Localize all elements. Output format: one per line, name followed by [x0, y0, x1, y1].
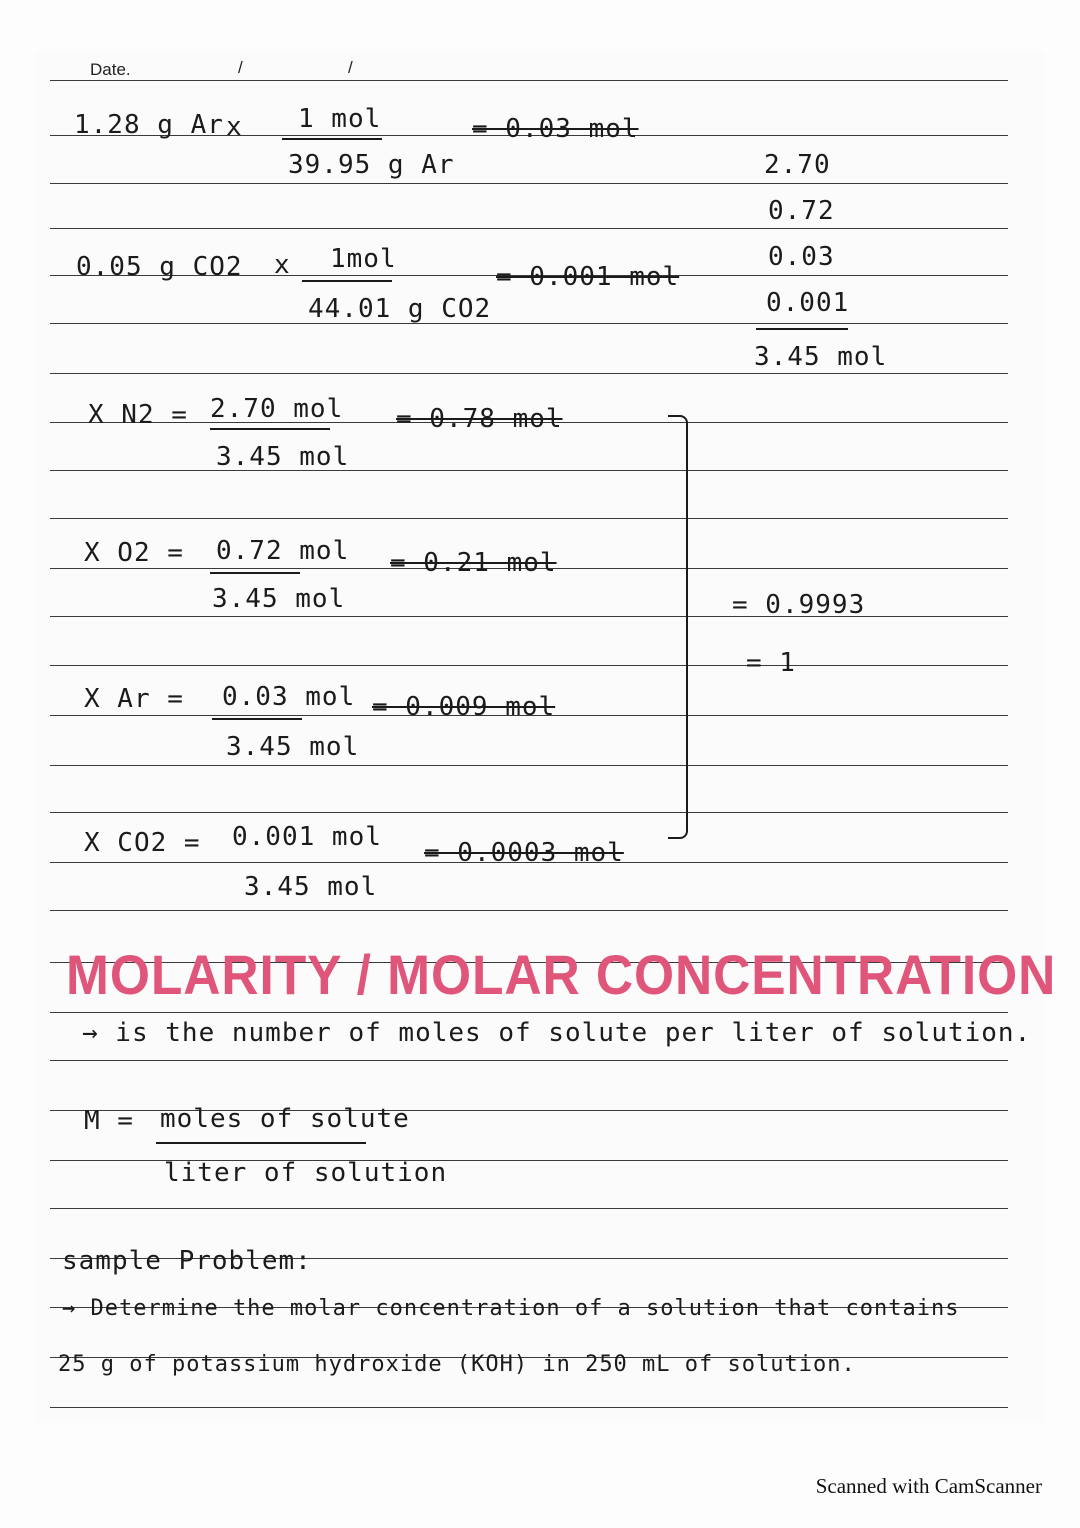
fraction-bar: [156, 1142, 366, 1144]
co2-moles-result: = 0.001 mol: [496, 262, 680, 292]
ruled-line: [50, 183, 1008, 184]
ruled-line: [50, 812, 1008, 813]
sum-value: 0.001: [766, 288, 850, 318]
sample-problem-line: 25 g of potassium hydroxide (KOH) in 250 mL of solution.: [58, 1352, 856, 1377]
ar-factor-den: 39.95 g Ar: [288, 150, 455, 180]
fraction-bar: [212, 718, 302, 720]
fraction-label: X O2 =: [84, 538, 184, 568]
ruled-line: [50, 1208, 1008, 1209]
fraction-denominator: 3.45 mol: [212, 584, 346, 614]
ruled-line: [50, 373, 1008, 374]
fraction-result: = 0.78 mol: [396, 404, 563, 434]
fraction-bar: [210, 428, 330, 430]
fraction-numerator: 0.001 mol: [232, 822, 382, 852]
date-label: Date.: [90, 60, 131, 79]
sum-value: 2.70: [764, 150, 831, 180]
sample-problem-title: sample Problem:: [62, 1246, 312, 1276]
ruled-line: [50, 665, 1008, 666]
sum-bar: [756, 328, 848, 330]
fraction-bar: [302, 280, 392, 282]
ruled-line: [50, 765, 1008, 766]
date-slash: /: [238, 58, 243, 77]
section-heading: MOLARITY / MOLAR CONCENTRATION: [66, 943, 1057, 1006]
ruled-line: [50, 910, 1008, 911]
fraction-result: = 0.0003 mol: [424, 838, 624, 868]
ar-moles-result: = 0.03 mol: [472, 114, 639, 144]
ruled-line: [50, 470, 1008, 471]
fraction-label: X Ar =: [84, 684, 184, 714]
co2-factor-den: 44.01 g CO2: [308, 294, 492, 324]
ruled-line: [50, 1012, 1008, 1013]
sample-problem-line: → Determine the molar concentration of a solution that contains: [62, 1296, 960, 1321]
co2-times: x: [274, 250, 291, 280]
fraction-label: X N2 =: [88, 400, 188, 430]
sum-value: 0.72: [768, 196, 835, 226]
ruled-line: [50, 1060, 1008, 1061]
ruled-line: [50, 80, 1008, 81]
scanner-watermark: Scanned with CamScanner: [815, 1474, 1042, 1498]
mole-fraction-sum: = 0.9993: [732, 590, 866, 620]
formula-numerator: moles of solute: [160, 1104, 410, 1134]
fraction-denominator: 3.45 mol: [216, 442, 350, 472]
definition-text: → is the number of moles of solute per liter of solution.: [82, 1018, 1032, 1048]
fraction-bar: [282, 138, 382, 140]
ruled-line: [50, 228, 1008, 229]
fraction-numerator: 0.03 mol: [222, 682, 356, 712]
co2-mass: 0.05 g CO2: [76, 252, 243, 282]
ruled-line: [50, 1407, 1008, 1408]
formula-lhs: M =: [84, 1106, 134, 1136]
fraction-label: X CO2 =: [84, 828, 201, 858]
co2-factor-num: 1mol: [330, 244, 397, 274]
fraction-numerator: 2.70 mol: [210, 394, 344, 424]
sum-total: 3.45 mol: [754, 342, 888, 372]
fraction-bar: [210, 572, 300, 574]
fraction-result: = 0.21 mol: [390, 548, 557, 578]
sum-value: 0.03: [768, 242, 835, 272]
fraction-numerator: 0.72 mol: [216, 536, 350, 566]
ruled-line: [50, 323, 1008, 324]
formula-denominator: liter of solution: [164, 1158, 448, 1188]
date-slash: /: [348, 58, 353, 77]
fraction-result: = 0.009 mol: [372, 692, 556, 722]
ar-mass: 1.28 g Ar: [74, 110, 224, 140]
fraction-denominator: 3.45 mol: [226, 732, 360, 762]
ruled-line: [50, 518, 1008, 519]
ar-times: x: [226, 112, 243, 142]
grouping-brace: [668, 415, 688, 839]
fraction-denominator: 3.45 mol: [244, 872, 378, 902]
mole-fraction-approx: = 1: [746, 648, 796, 678]
ar-factor-num: 1 mol: [298, 104, 382, 134]
